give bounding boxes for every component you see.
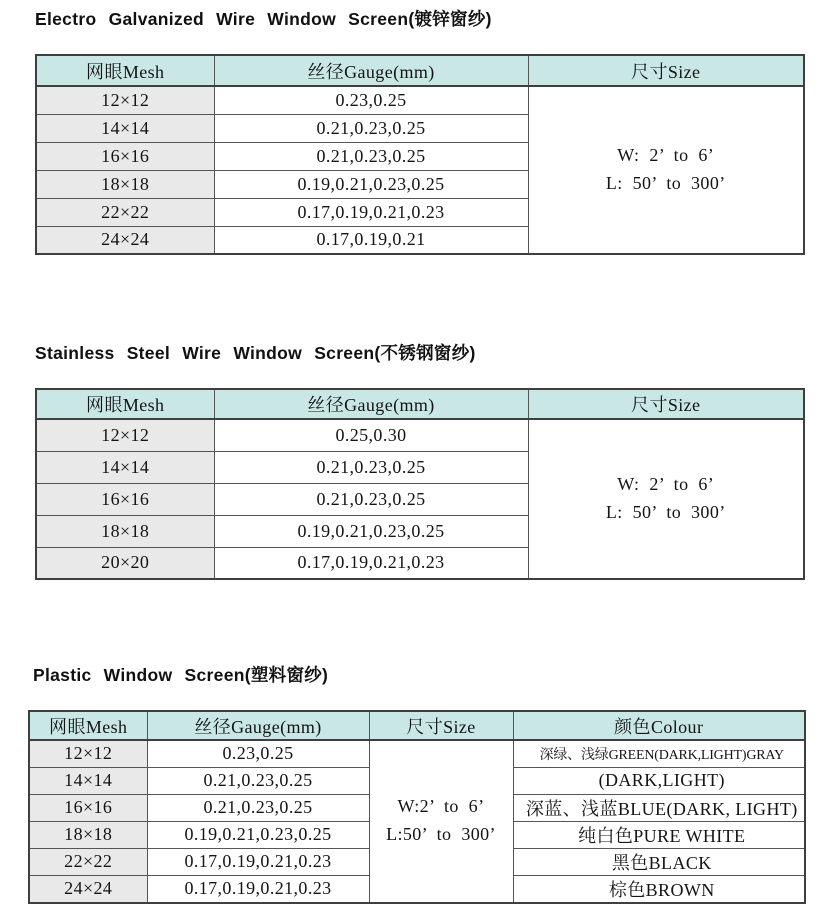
gauge-cell: 0.21,0.23,0.25 — [214, 451, 528, 483]
colour-cell: (DARK,LIGHT) — [513, 767, 805, 794]
gauge-header-cell: 丝径Gauge(mm) — [147, 711, 369, 740]
table-title: Stainless Steel Wire Window Screen(不锈钢窗纱) — [35, 343, 476, 363]
mesh-cell: 12×12 — [36, 86, 214, 114]
gauge-cell: 0.17,0.19,0.21 — [214, 226, 528, 254]
mesh-cell: 16×16 — [36, 483, 214, 515]
gauge-cell: 0.23,0.25 — [214, 86, 528, 114]
size-length-line: L:50’ to 300’ — [386, 824, 496, 845]
gauge-cell: 0.19,0.21,0.23,0.25 — [214, 515, 528, 547]
size-length-line: L: 50’ to 300’ — [605, 502, 726, 522]
gauge-header-cell: 丝径Gauge(mm) — [214, 55, 528, 86]
table-title: Plastic Window Screen(塑料窗纱) — [33, 665, 329, 685]
size-header-cell: 尺寸Size — [528, 55, 804, 86]
mesh-cell: 22×22 — [36, 198, 214, 226]
mesh-cell: 18×18 — [36, 515, 214, 547]
gauge-cell: 0.21,0.23,0.25 — [147, 767, 369, 794]
gauge-cell: 0.21,0.23,0.25 — [147, 794, 369, 821]
colour-cell: 深绿、浅绿GREEN(DARK,LIGHT)GRAY — [513, 740, 805, 767]
table-title: Electro Galvanized Wire Window Screen(镀锌窗纱) — [35, 9, 492, 29]
header-row — [36, 389, 804, 419]
table-row — [29, 740, 805, 767]
colour-cell: 深蓝、浅蓝BLUE(DARK, LIGHT) — [513, 794, 805, 821]
gauge-cell: 0.21,0.23,0.25 — [214, 142, 528, 170]
table-section-3 — [28, 663, 806, 904]
mesh-header-cell: 网眼Mesh — [36, 55, 214, 86]
mesh-cell: 20×20 — [36, 547, 214, 579]
mesh-cell: 14×14 — [36, 451, 214, 483]
gauge-cell: 0.21,0.23,0.25 — [214, 483, 528, 515]
mesh-cell: 12×12 — [29, 740, 147, 767]
size-cell — [528, 419, 804, 579]
gauge-header-cell: 丝径Gauge(mm) — [214, 389, 528, 419]
spec-table — [35, 388, 805, 580]
table-section-2 — [35, 341, 805, 580]
mesh-cell: 24×24 — [29, 875, 147, 903]
spec-table — [28, 710, 806, 904]
mesh-cell: 24×24 — [36, 226, 214, 254]
mesh-cell: 16×16 — [36, 142, 214, 170]
table-row — [36, 419, 804, 451]
gauge-cell: 0.17,0.19,0.21,0.23 — [214, 547, 528, 579]
mesh-cell: 22×22 — [29, 848, 147, 875]
size-header-cell: 尺寸Size — [528, 389, 804, 419]
colour-cell: 棕色BROWN — [513, 875, 805, 903]
size-cell — [528, 86, 804, 254]
gauge-cell: 0.25,0.30 — [214, 419, 528, 451]
colour-header-cell: 颜色Colour — [513, 711, 805, 740]
mesh-cell: 12×12 — [36, 419, 214, 451]
mesh-header-cell: 网眼Mesh — [36, 389, 214, 419]
mesh-cell: 14×14 — [36, 114, 214, 142]
size-header-cell: 尺寸Size — [369, 711, 513, 740]
header-row — [36, 55, 804, 86]
gauge-cell: 0.17,0.19,0.21,0.23 — [214, 198, 528, 226]
gauge-cell: 0.19,0.21,0.23,0.25 — [147, 821, 369, 848]
table-row — [36, 86, 804, 114]
gauge-cell: 0.21,0.23,0.25 — [214, 114, 528, 142]
mesh-cell: 14×14 — [29, 767, 147, 794]
table-section-1 — [35, 7, 805, 255]
colour-cell: 黑色BLACK — [513, 848, 805, 875]
mesh-cell: 18×18 — [36, 170, 214, 198]
mesh-header-cell: 网眼Mesh — [29, 711, 147, 740]
gauge-cell: 0.17,0.19,0.21,0.23 — [147, 875, 369, 903]
size-width-line: W:2’ to 6’ — [397, 796, 485, 817]
gauge-cell: 0.19,0.21,0.23,0.25 — [214, 170, 528, 198]
spec-table — [35, 54, 805, 255]
size-cell — [369, 740, 513, 903]
colour-cell: 纯白色PURE WHITE — [513, 821, 805, 848]
gauge-cell: 0.23,0.25 — [147, 740, 369, 767]
size-length-line: L: 50’ to 300’ — [605, 173, 726, 193]
mesh-cell: 16×16 — [29, 794, 147, 821]
mesh-cell: 18×18 — [29, 821, 147, 848]
header-row — [29, 711, 805, 740]
gauge-cell: 0.17,0.19,0.21,0.23 — [147, 848, 369, 875]
size-width-line: W: 2’ to 6’ — [617, 474, 715, 495]
size-width-line: W: 2’ to 6’ — [617, 145, 715, 166]
